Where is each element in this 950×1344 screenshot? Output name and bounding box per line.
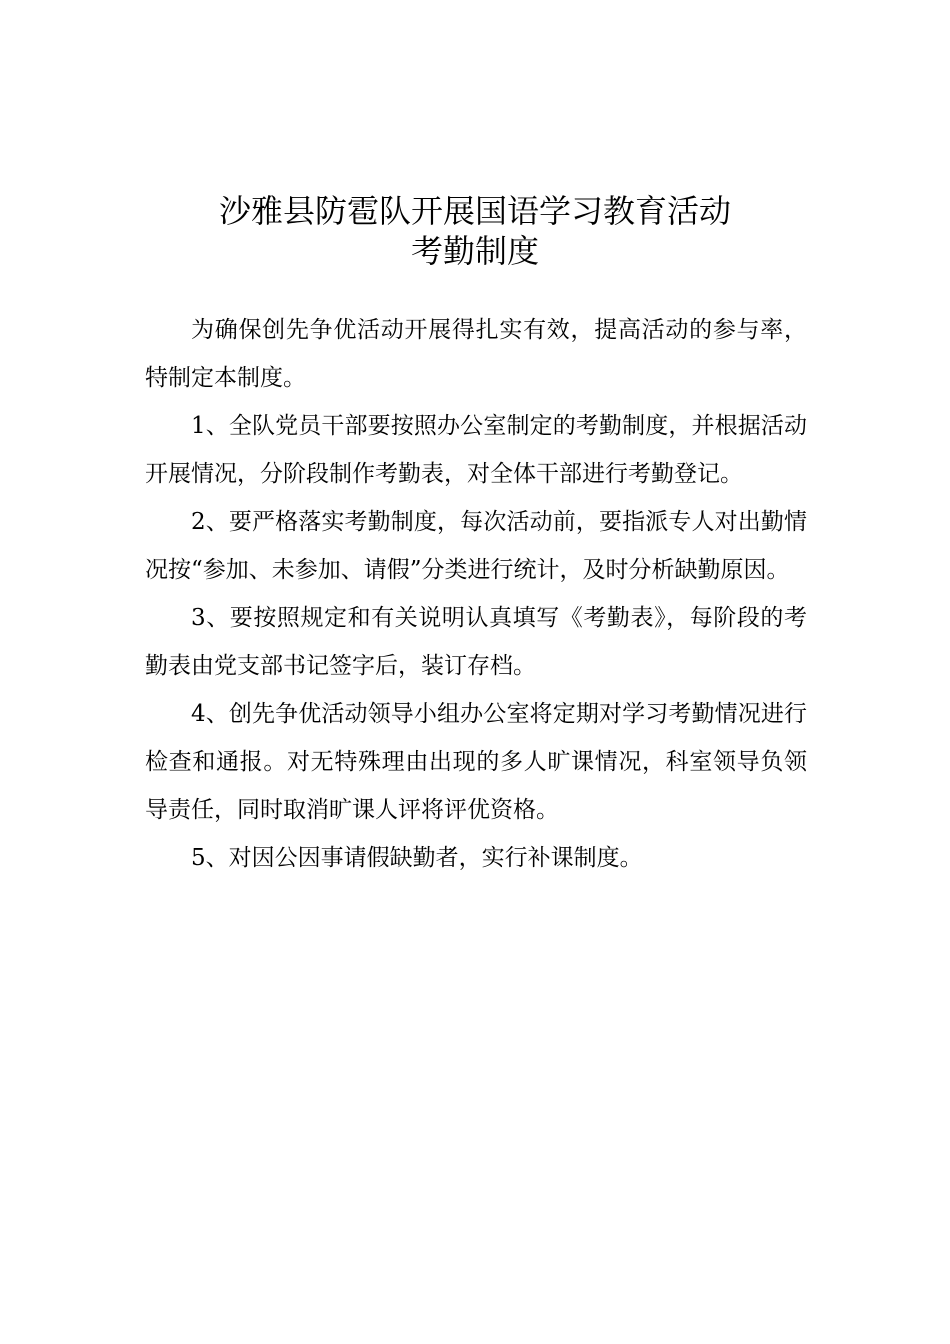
- paragraph-item-2: 2、要严格落实考勤制度，每次活动前，要指派专人对出勤情况按“参加、未参加、请假”分类进行统计，及时分析缺勤原因。: [145, 509, 807, 583]
- title-line-2: 考勤制度: [410, 232, 539, 271]
- document-body: [145, 306, 807, 882]
- paragraph-item-5: 5、对因公因事请假缺勤者，实行补课制度。: [191, 845, 643, 871]
- title-line-1: 沙雅县防雹队开展国语学习教育活动: [218, 192, 731, 231]
- paragraph-item-3: 3、要按照规定和有关说明认真填写《考勤表》，每阶段的考勤表由党支部书记签字后，装订存档。: [145, 605, 807, 679]
- paragraph-intro: 为确保创先争优活动开展得扎实有效，提高活动的参与率，特制定本制度。: [145, 317, 807, 391]
- paragraph-item-1: 1、全队党员干部要按照办公室制定的考勤制度，并根据活动开展情况，分阶段制作考勤表，对全体干部进行考勤登记。: [145, 413, 807, 487]
- document-title: [0, 191, 950, 271]
- paragraph-item-4: 4、创先争优活动领导小组办公室将定期对学习考勤情况进行检查和通报。对无特殊理由出现的多人旷课情况，科室领导负领导责任，同时取消旷课人评将评优资格。: [145, 701, 807, 823]
